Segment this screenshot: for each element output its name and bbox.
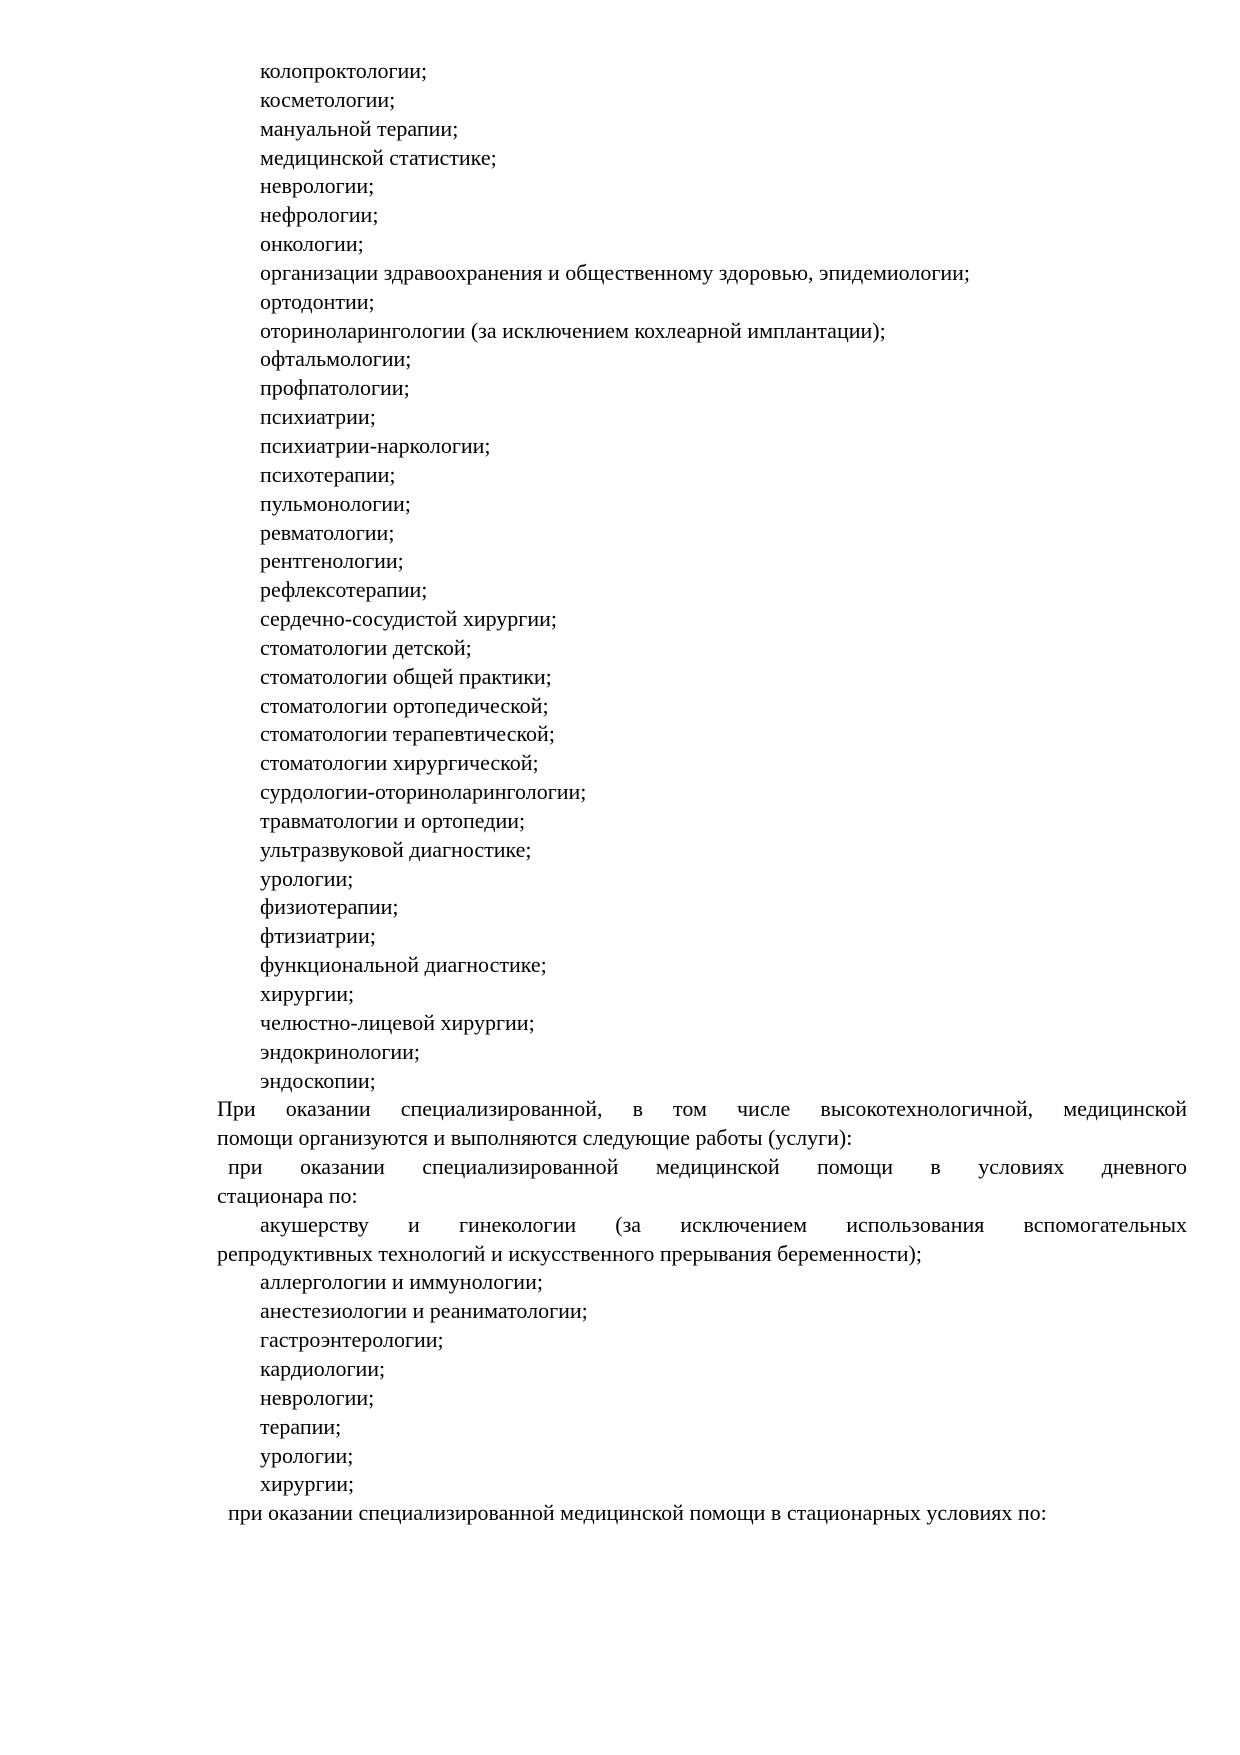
list-item: неврологии; bbox=[260, 173, 375, 199]
para-specialized-high-tech-intro-line: помощи организуются и выполняются следующие работы (услуги): bbox=[217, 1125, 853, 1151]
para-day-hospital-conditions-line: стационара по: bbox=[217, 1182, 358, 1208]
list-item: сердечно-сосудистой хирургии; bbox=[260, 606, 557, 632]
list-item: офтальмологии; bbox=[260, 346, 412, 372]
list-item: мануальной терапии; bbox=[260, 115, 459, 141]
list-item: сурдологии-оториноларингологии; bbox=[260, 779, 587, 805]
list-item: медицинской статистике; bbox=[260, 144, 497, 170]
list-item: урологии; bbox=[260, 865, 354, 891]
list-item: профпатологии; bbox=[260, 375, 410, 401]
item-obstetrics-gynecology-line: репродуктивных технологий и искусственного прерывания беременности); bbox=[217, 1240, 922, 1266]
list-item: урологии; bbox=[260, 1442, 354, 1468]
list-item: анестезиологии и реаниматологии; bbox=[260, 1298, 588, 1324]
list-item: оториноларингологии (за исключением кохлеарной имплантации); bbox=[260, 317, 886, 343]
list-item: гастроэнтерологии; bbox=[260, 1327, 444, 1353]
list-item: эндоскопии; bbox=[260, 1067, 376, 1093]
list-item: ревматологии; bbox=[260, 519, 395, 545]
list-item: эндокринологии; bbox=[260, 1038, 421, 1064]
list-item: стоматологии общей практики; bbox=[260, 663, 552, 689]
list-item: терапии; bbox=[260, 1413, 342, 1439]
list-item: онкологии; bbox=[260, 231, 364, 257]
list-item: челюстно-лицевой хирургии; bbox=[260, 1009, 535, 1035]
list-item: кардиологии; bbox=[260, 1355, 386, 1381]
list-item: стоматологии хирургической; bbox=[260, 750, 539, 776]
list-item: рефлексотерапии; bbox=[260, 577, 428, 603]
item-obstetrics-gynecology-line: акушерству и гинекологии (за исключением использования вспомогательных bbox=[260, 1211, 1187, 1237]
list-item: хирургии; bbox=[260, 1471, 355, 1497]
list-item: стоматологии терапевтической; bbox=[260, 721, 555, 747]
list-item: травматологии и ортопедии; bbox=[260, 807, 526, 833]
list-item: нефрологии; bbox=[260, 202, 379, 228]
list-item: стоматологии ортопедической; bbox=[260, 692, 549, 718]
list-item: организации здравоохранения и общественному здоровью, эпидемиологии; bbox=[260, 259, 971, 285]
list-item: хирургии; bbox=[260, 981, 355, 1006]
list-item: ортодонтии; bbox=[260, 288, 375, 314]
list-item: пульмонологии; bbox=[260, 490, 411, 516]
list-item: неврологии; bbox=[260, 1384, 375, 1410]
list-item: психиатрии-наркологии; bbox=[260, 432, 491, 458]
para-specialized-high-tech-intro-line: При оказании специализированной, в том числе высокотехнологичной, медицинской bbox=[217, 1096, 1187, 1122]
list-item: косметологии; bbox=[260, 86, 396, 112]
para-inpatient-conditions-line: при оказании специализированной медицинской помощи в стационарных условиях по: bbox=[228, 1500, 1047, 1526]
list-item: функциональной диагностике; bbox=[260, 952, 547, 978]
list-item: психиатрии; bbox=[260, 404, 376, 430]
list-item: физиотерапии; bbox=[260, 894, 399, 920]
list-item: колопроктологии; bbox=[260, 58, 428, 83]
list-item: ультразвуковой диагностике; bbox=[260, 836, 532, 862]
list-item: стоматологии детской; bbox=[260, 634, 472, 660]
list-item: аллергологии и иммунологии; bbox=[260, 1269, 543, 1295]
license-works-text-block bbox=[217, 0, 1187, 1528]
list-item: рентгенологии; bbox=[260, 548, 404, 574]
para-day-hospital-conditions-line: при оказании специализированной медицинской помощи в условиях дневного bbox=[228, 1154, 1187, 1180]
list-item: фтизиатрии; bbox=[260, 923, 376, 949]
list-item: психотерапии; bbox=[260, 461, 396, 487]
